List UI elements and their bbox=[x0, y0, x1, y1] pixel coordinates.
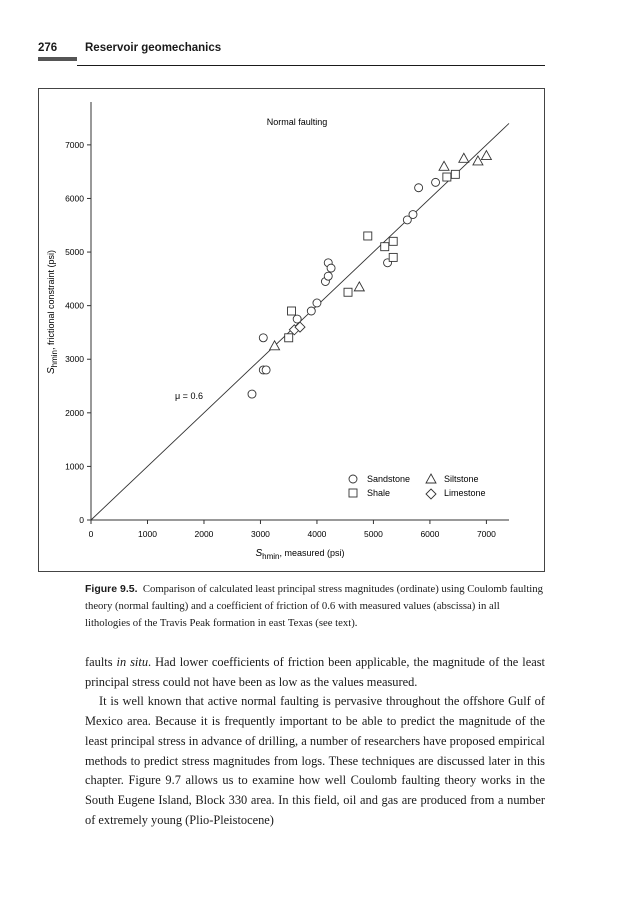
data-point-shale bbox=[451, 170, 459, 178]
y-axis-label bbox=[46, 250, 59, 374]
data-point-shale bbox=[364, 232, 372, 240]
data-point-siltstone bbox=[354, 282, 364, 291]
x-tick-label: 3000 bbox=[250, 529, 270, 539]
data-point-sandstone bbox=[248, 390, 256, 398]
data-point-siltstone bbox=[481, 151, 491, 160]
data-point-sandstone bbox=[313, 299, 321, 307]
x-axis-label-main: S bbox=[255, 548, 263, 559]
data-point-sandstone bbox=[327, 264, 335, 272]
x-tick-label: 5000 bbox=[363, 529, 383, 539]
page-number: 276 bbox=[38, 42, 58, 54]
legend-label-siltstone: Siltstone bbox=[444, 474, 479, 484]
data-point-siltstone bbox=[473, 156, 483, 165]
y-tick-label: 3000 bbox=[65, 354, 84, 365]
data-point-siltstone bbox=[459, 153, 469, 162]
x-tick-label: 4000 bbox=[307, 529, 327, 539]
data-point-sandstone bbox=[259, 334, 267, 342]
body-text bbox=[85, 653, 545, 830]
figure-label: Figure 9.5. bbox=[85, 583, 138, 595]
paragraph-1-italic: in situ bbox=[116, 655, 149, 669]
reference-line-label: μ = 0.6 bbox=[175, 391, 203, 401]
running-title: Reservoir geomechanics bbox=[85, 42, 222, 54]
x-tick-label: 2000 bbox=[194, 529, 214, 539]
paragraph-1-start: faults bbox=[85, 655, 117, 669]
data-point-shale bbox=[389, 253, 397, 261]
x-tick-label: 0 bbox=[88, 529, 94, 539]
figure-caption bbox=[85, 581, 545, 632]
legend-label-limestone: Limestone bbox=[444, 488, 486, 498]
legend-marker-siltstone bbox=[426, 474, 436, 483]
legend-label-sandstone: Sandstone bbox=[367, 474, 411, 484]
x-tick-label: 6000 bbox=[420, 529, 440, 539]
paragraph-1-rest: . Had lower coefficients of friction been applicable, the magnitude of the least principal stress could not have been as low as the values measured. bbox=[85, 655, 545, 689]
chart-title: Normal faulting bbox=[266, 117, 328, 127]
y-axis-label-main: S bbox=[46, 367, 57, 375]
data-point-shale bbox=[381, 243, 389, 251]
paragraph-2: It is well known that active normal faulting is pervasive throughout the offshore Gulf of Mexico area. Because it is frequently important to be able to predict the magnitude of the least principal stress in advance of drilling, a number of researchers have proposed empirical methods to predict stress magnitudes from logs. These techniques are discussed later in this chapter. Figure 9.7 allows us to examine how well Coulomb faulting theory works in the South Eugene Island, Block 330 area. In this field, oil and gas are produced from a number of extremely young (Plio-Pleistocene) bbox=[85, 694, 545, 827]
x-tick-label: 7000 bbox=[476, 529, 496, 539]
y-tick-label: 5000 bbox=[65, 247, 84, 258]
data-point-sandstone bbox=[432, 178, 440, 186]
data-point-sandstone bbox=[324, 272, 332, 280]
y-tick-label: 1000 bbox=[65, 461, 84, 472]
x-axis-label bbox=[255, 548, 344, 561]
data-point-shale bbox=[443, 173, 451, 181]
data-point-sandstone bbox=[415, 184, 423, 192]
x-tick-label: 1000 bbox=[138, 529, 157, 539]
data-points bbox=[248, 151, 491, 398]
legend-marker-sandstone bbox=[349, 475, 357, 483]
y-axis-label-rest: , frictional constraint (psi) bbox=[46, 249, 56, 351]
paragraph-1 bbox=[85, 653, 545, 692]
y-axis-label-sub: hmin bbox=[50, 350, 59, 368]
x-axis-label-rest: , measured (psi) bbox=[279, 548, 345, 558]
data-point-sandstone bbox=[409, 211, 417, 219]
data-point-shale bbox=[389, 237, 397, 245]
data-point-sandstone bbox=[262, 366, 270, 374]
y-tick-label: 7000 bbox=[65, 139, 84, 150]
legend-marker-shale bbox=[349, 489, 357, 497]
legend-label-shale: Shale bbox=[367, 488, 391, 498]
y-tick-label: 0 bbox=[79, 515, 84, 525]
data-point-siltstone bbox=[439, 161, 449, 170]
legend-marker-limestone bbox=[426, 489, 436, 499]
data-point-shale bbox=[288, 307, 296, 315]
chart-legend bbox=[349, 474, 486, 499]
x-axis-label-sub: hmin bbox=[262, 552, 280, 561]
y-tick-label: 2000 bbox=[65, 407, 84, 418]
data-point-shale bbox=[285, 334, 293, 342]
data-point-shale bbox=[344, 288, 352, 296]
figure-caption-text: Comparison of calculated least principal stress magnitudes (ordinate) using Coulomb faulting theory (normal faulting) and a coefficient of friction of 0.6 with measured values (abscissa) in all lithologies of the Travis Peak formation in east Texas (see text). bbox=[85, 583, 543, 629]
data-point-sandstone bbox=[307, 307, 315, 315]
y-tick-label: 4000 bbox=[65, 300, 84, 311]
y-tick-label: 6000 bbox=[65, 193, 84, 204]
